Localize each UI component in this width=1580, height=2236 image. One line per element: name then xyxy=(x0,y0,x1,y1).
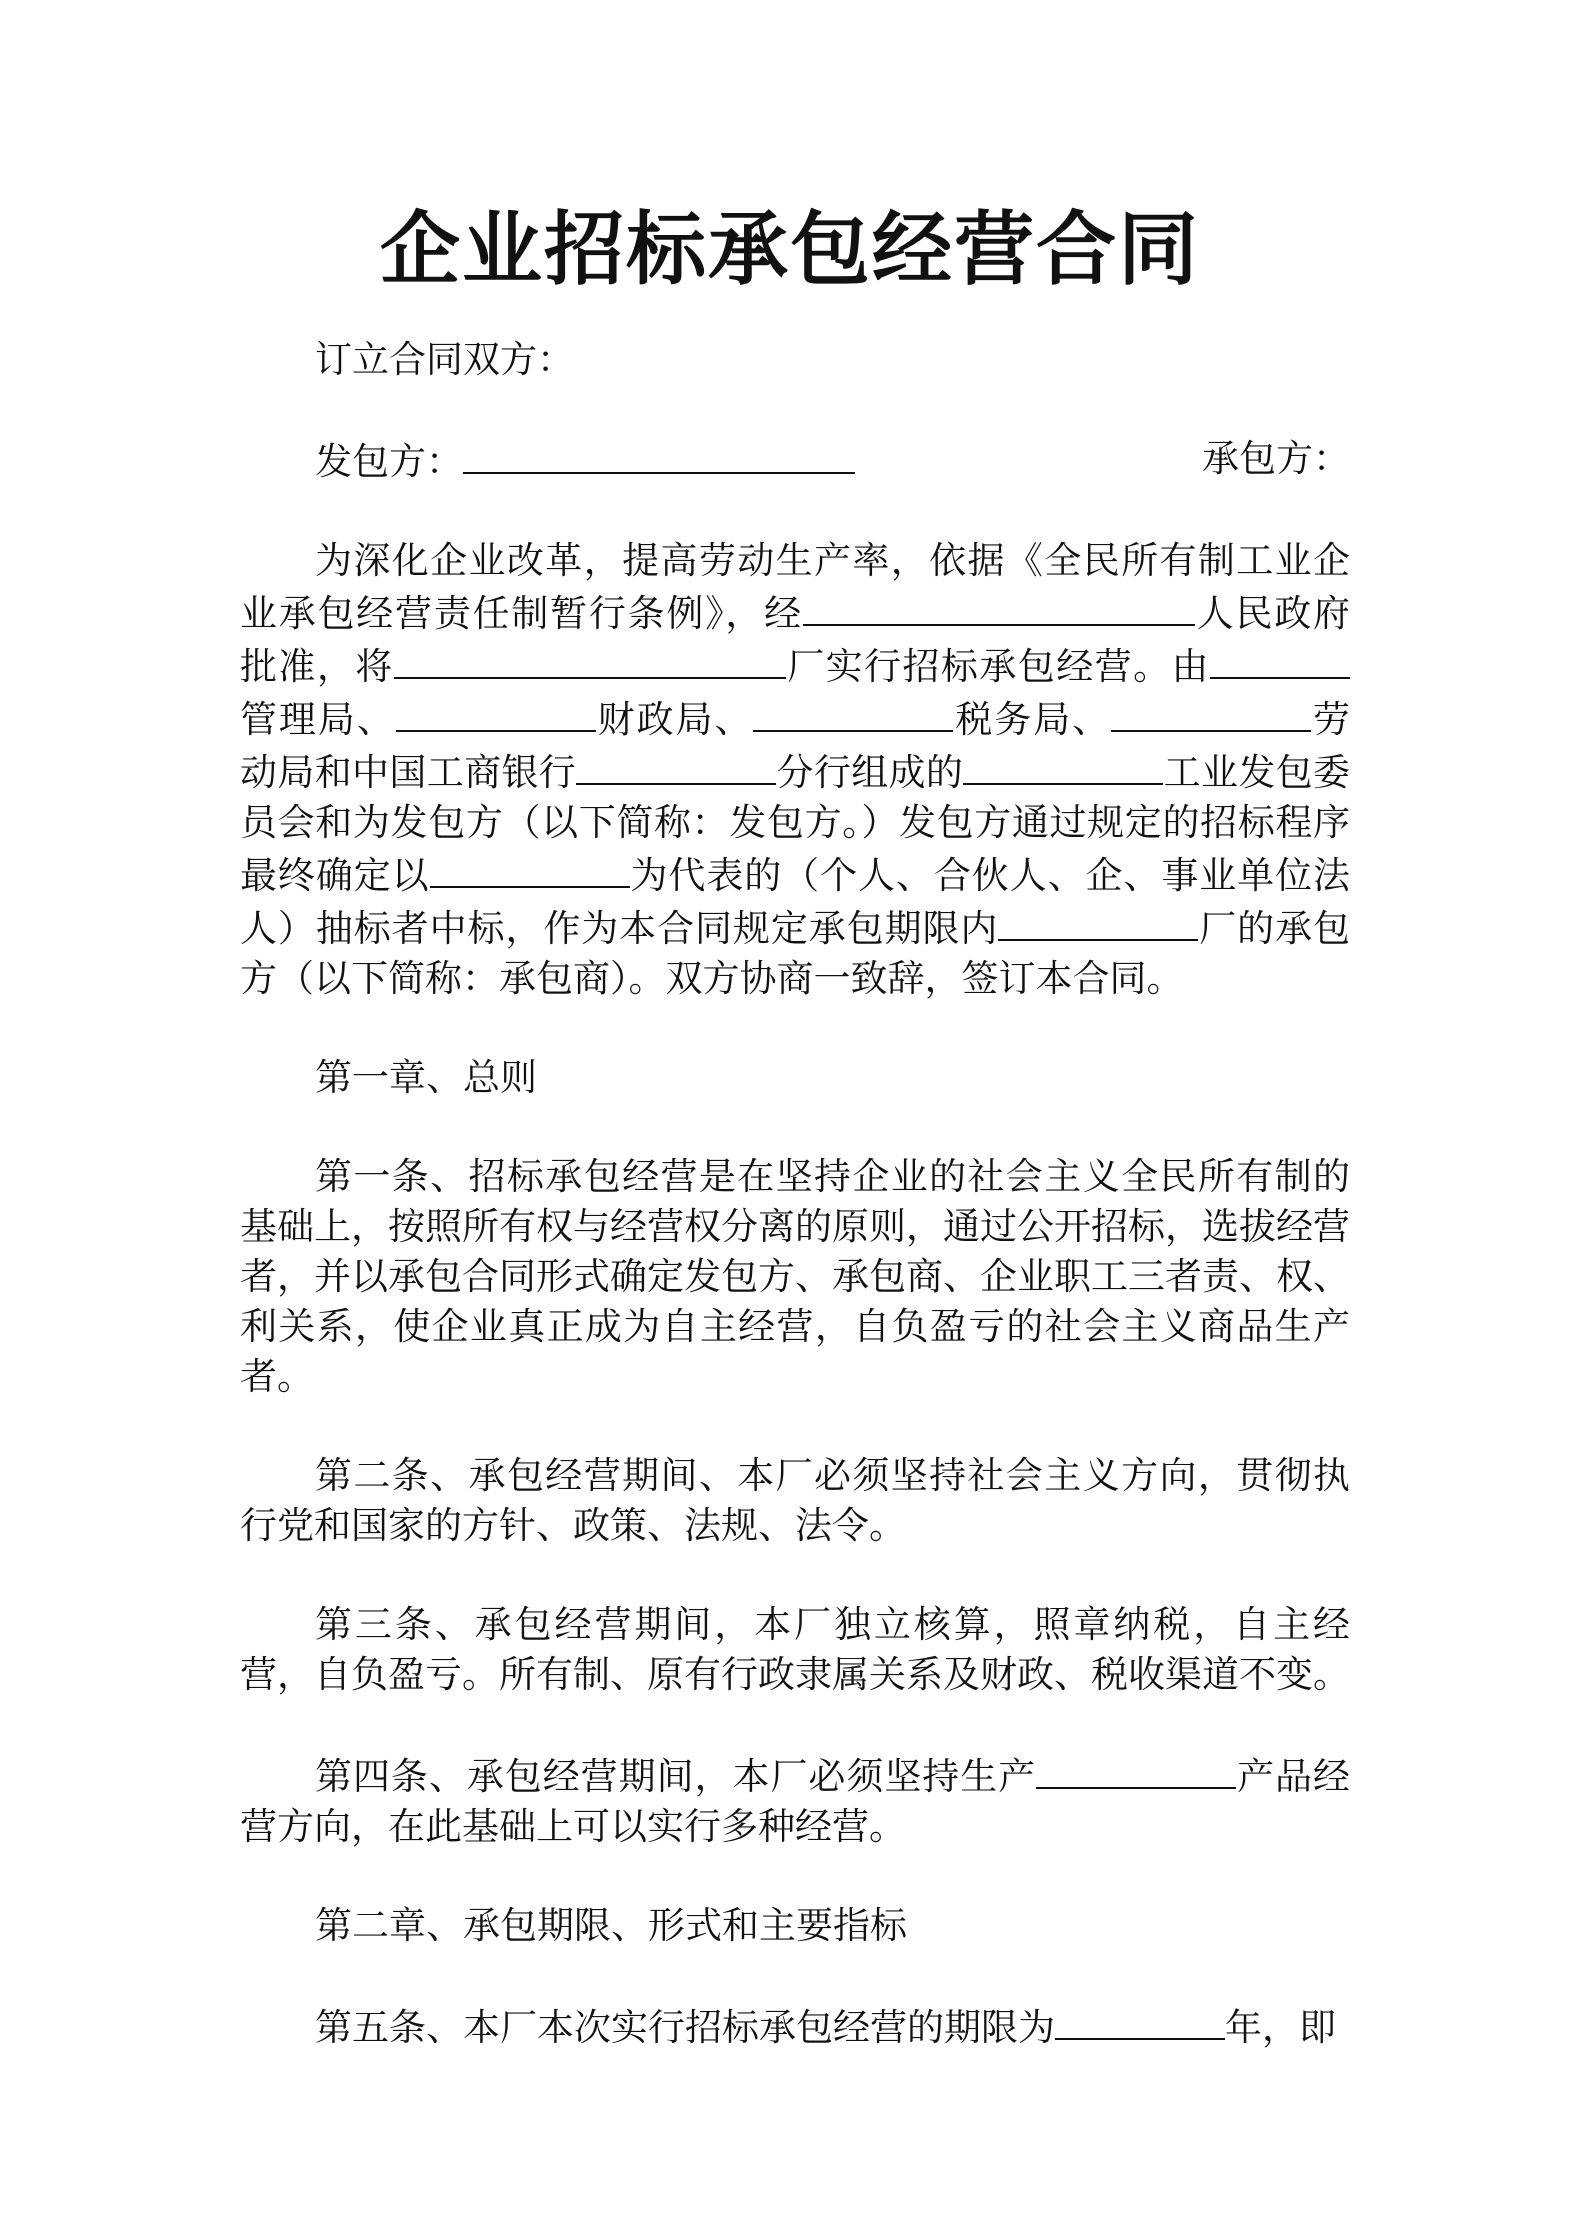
blank-field xyxy=(998,901,1198,941)
blank-field xyxy=(430,848,630,888)
parties-line xyxy=(240,434,1350,487)
party-a xyxy=(315,434,855,487)
article-3: 第三条、承包经营期间，本厂独立核算，照章纳税，自主经营，自负盈亏。所有制、原有行政隶属关系及财政、税收渠道不变。 xyxy=(240,1603,1350,1696)
preamble-text: 分行组成的 xyxy=(776,751,964,794)
blank-field xyxy=(576,745,776,785)
blank-field xyxy=(463,434,855,474)
article-4 xyxy=(240,1749,1350,1852)
preamble-text: 为代表的（个人、合伙人、企、事业单位法人）抽标者中标，作为本合同规定承包期限内 xyxy=(240,854,1351,950)
article-5-text: 年，即 xyxy=(1225,2006,1336,2049)
preamble-text: 劳动局和中国工商银行 xyxy=(240,698,1351,794)
document-body xyxy=(240,335,1350,2102)
chapter-2-heading: 第二章、承包期限、形式和主要指标 xyxy=(315,1904,907,1947)
preamble-text: 财政局、 xyxy=(595,698,754,741)
preamble-text: 税务局、 xyxy=(953,698,1112,741)
preamble-text: 为深化企业改革，提高劳动生产率，依据《全民所有制工业企业承包经营责任制暂行条例》，经 xyxy=(240,539,1350,635)
blank-field xyxy=(753,692,953,732)
intro-line: 订立合同双方： xyxy=(315,338,574,381)
chapter-1-heading: 第一章、总则 xyxy=(315,1056,537,1099)
blank-field xyxy=(963,745,1163,785)
article-5 xyxy=(240,2000,1350,2053)
blank-field xyxy=(1055,2000,1225,2040)
article-4-text: 产品经营方向，在此基础上可以实行多种经营。 xyxy=(240,1755,1351,1848)
preamble-text: 人民政府批准，将 xyxy=(240,592,1351,688)
blank-field xyxy=(803,586,1195,626)
blank-field xyxy=(396,692,596,732)
preamble-text: 管理局、 xyxy=(240,698,396,741)
blank-field xyxy=(1210,639,1350,679)
party-b-label: 承包方： xyxy=(1202,437,1350,480)
article-2: 第二条、承包经营期间、本厂必须坚持社会主义方向，贯彻执行党和国家的方针、政策、法规、法令。 xyxy=(240,1454,1350,1547)
preamble-text: 厂的承包方（以下简称：承包商）。双方协商一致辞，签订本合同。 xyxy=(240,907,1351,1000)
preamble-text: 厂实行招标承包经营。由 xyxy=(785,645,1210,688)
document-title: 企业招标承包经营合同 xyxy=(380,203,1200,296)
party-a-label: 发包方： xyxy=(315,440,463,483)
article-4-text: 第四条、承包经营期间，本厂必须坚持生产 xyxy=(315,1755,1037,1798)
article-5-text: 第五条、本厂本次实行招标承包经营的期限为 xyxy=(315,2006,1055,2049)
article-1: 第一条、招标承包经营是在坚持企业的社会主义全民所有制的基础上，按照所有权与经营权分离的原则，通过公开招标，选拔经营者，并以承包合同形式确定发包方、承包商、企业职工三者责、权、利关系，使企业真正成为自主经营，自负盈亏的社会主义商品生产者。 xyxy=(240,1155,1350,1398)
preamble-text: 工业发包委员会和为发包方（以下简称：发包方。）发包方通过规定的招标程序最终确定以 xyxy=(240,751,1351,897)
blank-field xyxy=(1036,1749,1236,1789)
preamble-paragraph xyxy=(240,536,1350,1004)
blank-field xyxy=(394,639,786,679)
blank-field xyxy=(1111,692,1311,732)
